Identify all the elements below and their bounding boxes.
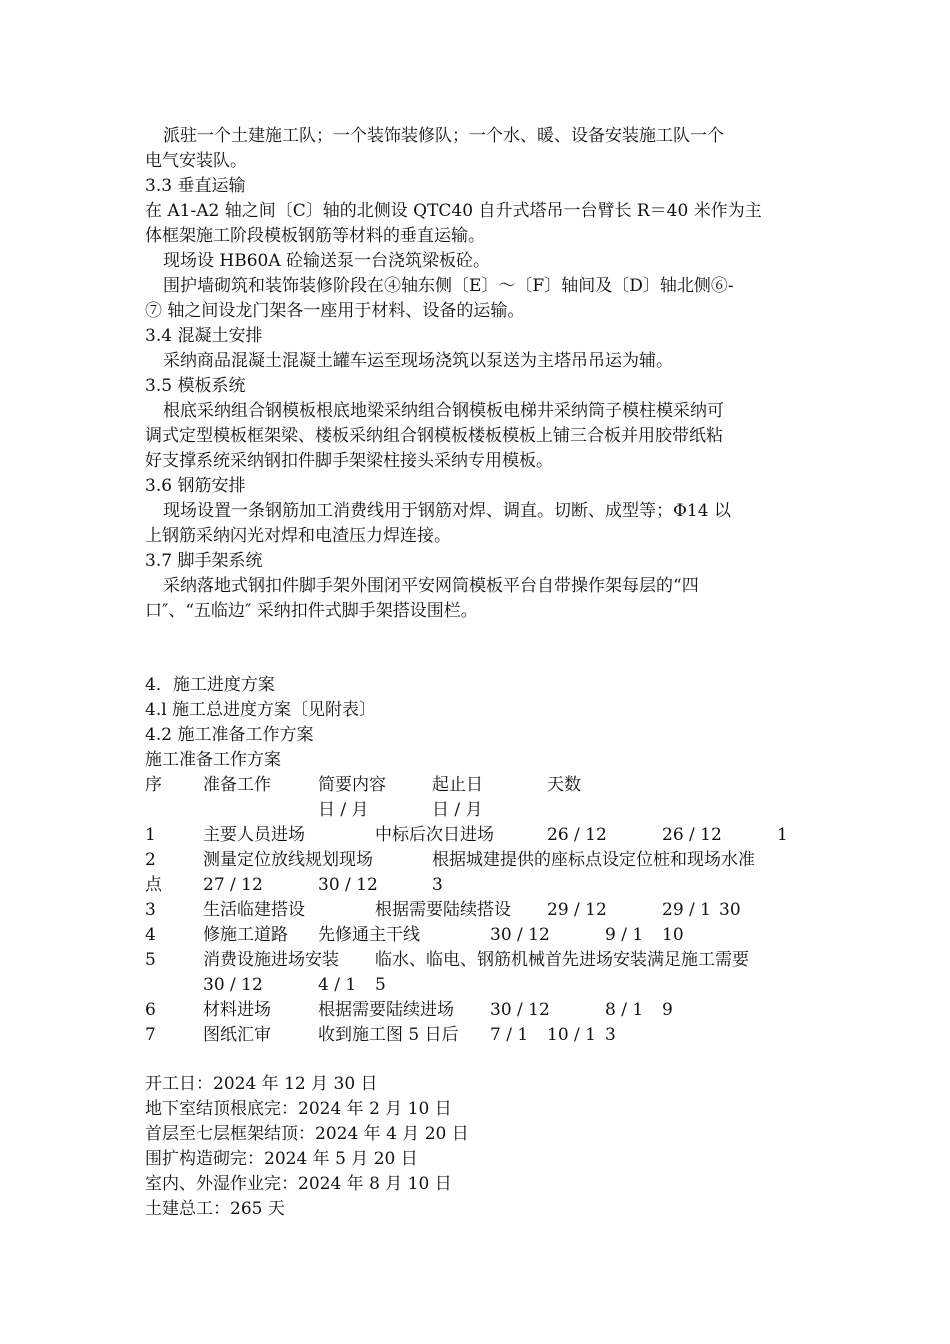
paragraph-3-6-line-2: 上钢筋采纳闪光对焊和电渣压力焊连接。	[145, 526, 451, 546]
row-days: 3	[432, 875, 443, 895]
header-days: 天数	[547, 775, 581, 795]
row-content: 收到施工图 5 日后	[318, 1025, 459, 1045]
row-content: 临水、临电、钢筋机械首先进场安装满足施工需要	[375, 950, 749, 970]
row-seq: 6	[145, 1000, 156, 1020]
row-end: 4 / 1	[318, 975, 357, 995]
row-work: 材料进场	[203, 1000, 271, 1020]
row-seq: 7	[145, 1025, 156, 1045]
heading-4-1: 4.l 施工总进度方案〔见附表〕	[145, 700, 377, 720]
row-start: 29 / 12	[547, 900, 607, 920]
row-work: 图纸汇审	[203, 1025, 271, 1045]
row-days: 5	[375, 975, 386, 995]
row-work: 消费设施进场安装	[203, 950, 339, 970]
row-work: 测量定位放线规划现场	[203, 850, 373, 870]
row-seq: 5	[145, 950, 156, 970]
milestone-masonry: 围扩构造砌完：2024 年 5 月 20 日	[145, 1149, 418, 1169]
heading-4-2: 4.2 施工准备工作方案	[145, 725, 314, 745]
paragraph-3-5-line-2: 调式定型模板框架梁、楼板采纳组合钢模板楼板模板上铺三合板并用胶带纸粘	[145, 426, 723, 446]
paragraph-3-3a-line-1: 在 A1-A2 轴之间〔C〕轴的北侧设 QTC40 自升式塔吊一台臂长 R＝40 米作为主	[145, 201, 762, 221]
header-dates: 起止日	[432, 775, 483, 795]
row-content: 中标后次日进场	[375, 825, 494, 845]
paragraph-3-7-line-1: 采纳落地式钢扣件脚手架外围闭平安网筒模板平台自带操作架每层的“四	[163, 576, 699, 596]
milestone-total-duration: 土建总工：265 天	[145, 1199, 285, 1219]
header-seq: 序	[145, 775, 162, 795]
paragraph-3-3a-line-2: 体框架施工阶段模板钢筋等材料的垂直运输。	[145, 226, 485, 246]
row-start: 26 / 12	[547, 825, 607, 845]
row-content: 先修通主干线	[318, 925, 420, 945]
row-seq: 1	[145, 825, 156, 845]
row-work: 生活临建搭设	[203, 900, 305, 920]
paragraph-3-3c-line-1: 围护墙砌筑和装饰装修阶段在④轴东侧〔E〕～〔F〕轴间及〔D〕轴北侧⑥-	[163, 276, 734, 296]
row-seq: 2	[145, 850, 156, 870]
row-days: 9	[662, 1000, 673, 1020]
row-end: 26 / 12	[662, 825, 722, 845]
row-start: 7 / 1	[490, 1025, 529, 1045]
header-unit-2: 日 / 月	[432, 800, 483, 820]
paragraph-3-5-line-3: 好支撑系统采纳钢扣件脚手架梁柱接头采纳专用模板。	[145, 451, 553, 471]
paragraph-3-6-line-1: 现场设置一条钢筋加工消费线用于钢筋对焊、调直。切断、成型等；Φ14 以	[163, 501, 731, 521]
paragraph-team-line-1: 派驻一个土建施工队；一个装饰装修队；一个水、暖、设备安装施工队一个	[163, 126, 724, 146]
table-title: 施工准备工作方案	[145, 750, 281, 770]
header-content: 简要内容	[318, 775, 386, 795]
heading-3-7: 3.7 脚手架系统	[145, 551, 263, 571]
row-seq: 4	[145, 925, 156, 945]
row-seq: 3	[145, 900, 156, 920]
paragraph-3-5-line-1: 根底采纳组合钢模板根底地梁采纳组合钢模板电梯井采纳筒子模柱模采纳可	[163, 401, 724, 421]
paragraph-team-line-2: 电气安装队。	[145, 151, 247, 171]
row-end: 10 / 1	[547, 1025, 596, 1045]
row-content: 根据需要陆续搭设	[375, 900, 511, 920]
row-start: 30 / 12	[490, 1000, 550, 1020]
row-content: 根据城建提供的座标点设定位桩和现场水准	[432, 850, 755, 870]
heading-4: 4．施工进度方案	[145, 675, 275, 695]
row-end: 29 / 1	[662, 900, 711, 920]
milestone-frame-topping: 首层至七层框架结顶：2024 年 4 月 20 日	[145, 1124, 469, 1144]
row-start: 30 / 12	[490, 925, 550, 945]
heading-3-4: 3.4 混凝土安排	[145, 326, 263, 346]
row-start: 30 / 12	[203, 975, 263, 995]
paragraph-3-3b: 现场设 HB60A 砼输送泵一台浇筑梁板砼。	[163, 251, 491, 271]
heading-3-6: 3.6 钢筋安排	[145, 476, 246, 496]
header-unit-1: 日 / 月	[318, 800, 369, 820]
milestone-basement: 地下室结顶根底完：2024 年 2 月 10 日	[145, 1099, 452, 1119]
paragraph-3-7-line-2: 口″、“五临边″ 采纳扣件式脚手架搭设围栏。	[145, 601, 478, 621]
paragraph-3-4: 采纳商品混凝土混凝土罐车运至现场浇筑以泵送为主塔吊吊运为辅。	[163, 351, 673, 371]
row-work: 主要人员进场	[203, 825, 305, 845]
row-end: 30 / 12	[318, 875, 378, 895]
header-work: 准备工作	[203, 775, 271, 795]
row-start: 27 / 12	[203, 875, 263, 895]
row-days: 3	[605, 1025, 616, 1045]
milestone-start-date: 开工日：2024 年 12 月 30 日	[145, 1074, 378, 1094]
paragraph-3-3c-line-2: ⑦ 轴之间设龙门架各一座用于材料、设备的运输。	[145, 301, 525, 321]
row-end: 9 / 1	[605, 925, 644, 945]
row-content: 根据需要陆续进场	[318, 1000, 454, 1020]
row-days: 10	[662, 925, 684, 945]
heading-3-3: 3.3 垂直运输	[145, 176, 246, 196]
row-content-wrap: 点	[145, 875, 162, 895]
row-days: 30	[719, 900, 741, 920]
row-days: 1	[777, 825, 788, 845]
heading-3-5: 3.5 模板系统	[145, 376, 246, 396]
milestone-wet-work: 室内、外湿作业完：2024 年 8 月 10 日	[145, 1174, 452, 1194]
row-end: 8 / 1	[605, 1000, 644, 1020]
row-work: 修施工道路	[203, 925, 288, 945]
